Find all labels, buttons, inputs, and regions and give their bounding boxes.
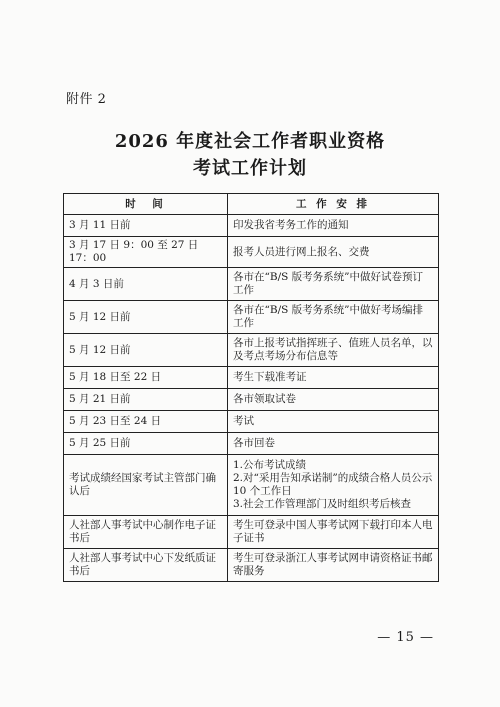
table-row — [64, 268, 439, 301]
table-row — [64, 334, 439, 367]
time-cell: 考试成绩经国家考试主管部门确认后 — [64, 455, 228, 516]
table-row — [64, 549, 439, 582]
time-cell: 5 月 21 日前 — [64, 389, 228, 411]
time-cell: 5 月 25 日前 — [64, 433, 228, 455]
arrangement-text: 各市上报考试指挥班子、值班人员名单，以及考点考场分布信息等 — [233, 337, 433, 362]
table-row — [64, 367, 439, 389]
time-cell: 人社部人事考试中心下发纸质证书后 — [64, 549, 228, 582]
arrangement-text: 考生下载准考证 — [233, 371, 307, 383]
time-cell: 3 月 17 日 9：00 至 27 日 17：00 — [64, 237, 228, 268]
table-row — [64, 455, 439, 516]
time-cell: 4 月 3 日前 — [64, 268, 228, 301]
arrangement-text: 1.公布考试成绩 — [233, 459, 307, 471]
column-header-arrangement: 工 作 安 排 — [228, 194, 439, 215]
page-number: — 15 — — [377, 630, 434, 645]
arrangement-cell — [228, 433, 439, 455]
arrangement-cell — [228, 516, 439, 549]
table-row — [64, 516, 439, 549]
arrangement-text: 3.社会工作管理部门及时组织考后核查 — [233, 498, 412, 510]
arrangement-cell — [228, 215, 439, 237]
arrangement-text: 报考人员进行网上报名、交费 — [233, 245, 370, 258]
table-row — [64, 301, 439, 334]
time-cell: 5 月 23 日至 24 日 — [64, 411, 228, 433]
arrangement-text: 考生可登录中国人事考试网下载打印本人电子证书 — [233, 519, 433, 544]
table-row — [64, 411, 439, 433]
arrangement-cell — [228, 389, 439, 411]
arrangement-text: 各市领取试卷 — [233, 393, 296, 405]
arrangement-cell — [228, 411, 439, 433]
arrangement-text: 各市在“B/S 版考务系统”中做好考场编排工作 — [233, 304, 424, 329]
column-header-time: 时 间 — [64, 194, 228, 215]
time-cell: 3 月 11 日前 — [64, 215, 228, 237]
attachment-label: 附件 2 — [66, 92, 107, 107]
arrangement-text: 各市在“B/S 版考务系统”中做好试卷预订工作 — [233, 271, 424, 296]
arrangement-text: 各市回卷 — [233, 437, 275, 449]
document-title: 2026 年度社会工作者职业资格 — [114, 131, 386, 152]
time-cell: 5 月 12 日前 — [64, 334, 228, 367]
time-cell: 5 月 12 日前 — [64, 301, 228, 334]
table-row — [64, 389, 439, 411]
time-cell: 5 月 18 日至 22 日 — [64, 367, 228, 389]
arrangement-text: 考生可登录浙江人事考试网申请资格证书邮寄服务 — [233, 552, 433, 577]
document-subtitle: 考试工作计划 — [193, 158, 307, 179]
arrangement-cell — [228, 268, 439, 301]
arrangement-cell — [228, 455, 439, 516]
time-cell: 人社部人事考试中心制作电子证书后 — [64, 516, 228, 549]
schedule-table — [63, 193, 439, 582]
arrangement-text: 印发我省考务工作的通知 — [233, 219, 349, 231]
arrangement-cell — [228, 237, 439, 268]
arrangement-text: 考试 — [233, 415, 254, 427]
arrangement-text: 2.对“采用告知承诺制”的成绩合格人员公示 10 个工作日 — [233, 472, 433, 497]
table-header-row — [64, 194, 439, 215]
arrangement-cell — [228, 301, 439, 334]
table-row — [64, 433, 439, 455]
arrangement-cell — [228, 549, 439, 582]
table-row — [64, 237, 439, 268]
arrangement-cell — [228, 367, 439, 389]
arrangement-cell — [228, 334, 439, 367]
table-row — [64, 215, 439, 237]
